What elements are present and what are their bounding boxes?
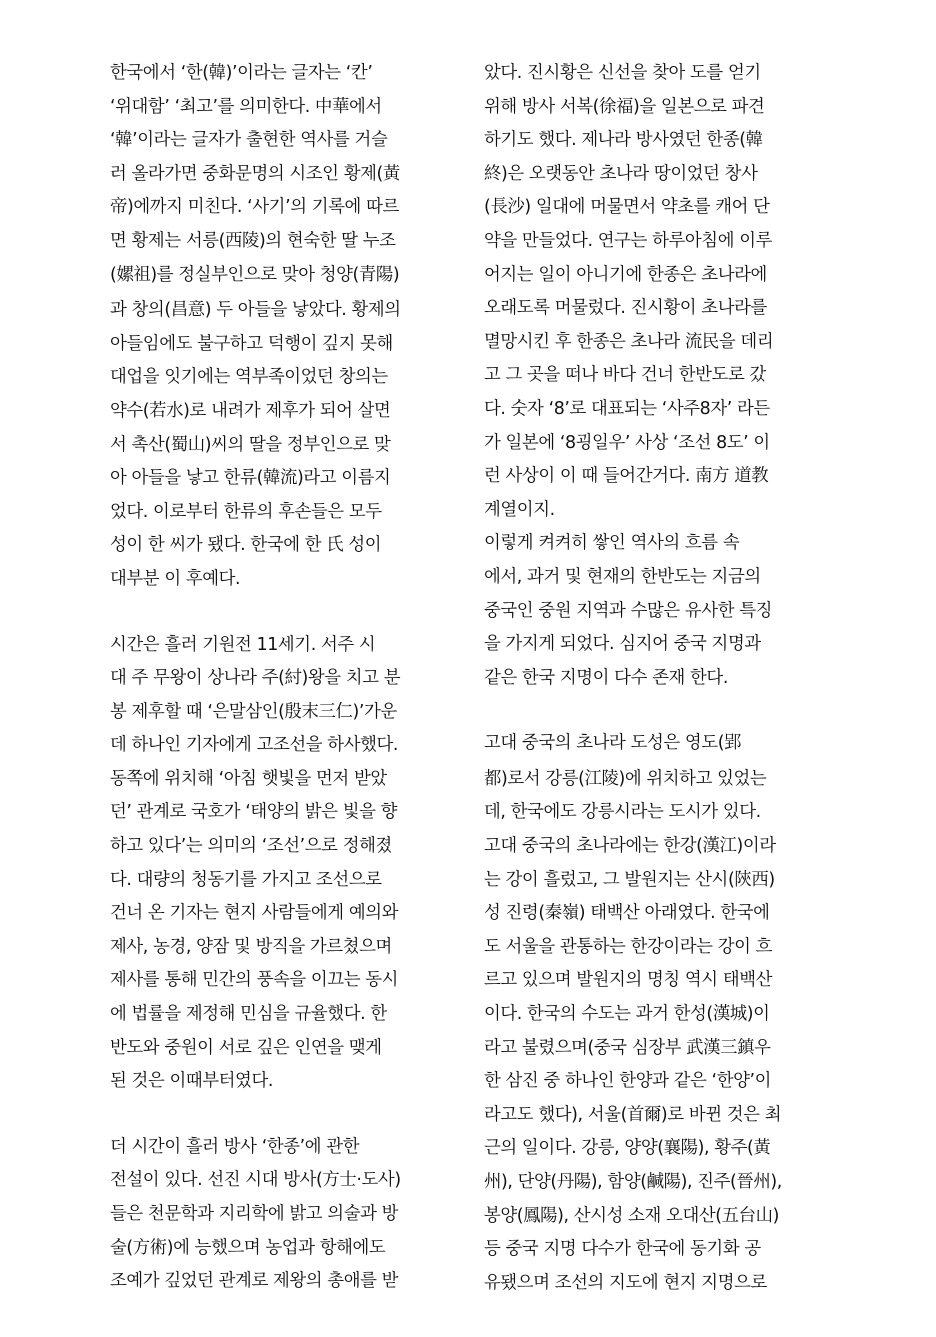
spacer: [484, 695, 836, 727]
paragraph-place-names: 都)로서 강릉(江陵)에 위치하고 있었는 데, 한국에도 강릉시라는 도시가 있다. 고대 중국의 초나라에는 한강(漢江)이라 는 강이 흘렀고, 그 발원지는 산시(陝西) 성 진령(秦嶺) 태백산 아래였다. 한국에 도 서울을 관통하는 한강이라는 강이 흐 르고 있으며 발원지의 명칭 역시 태백산 이다. 한국의 수도는 과거 한성(漢城)이 라고 불렸으며(중국 심장부 武漢三鎮우 한 삼진 중 하나인 한양과 같은 ‘한양’이 라고도 했다), 서울(首爾)로 바뀐 것은 최 근의 일이다. 강릉, 양양(襄陽), 황주(黃 州), 단양(丹陽), 함양(鹹陽), 진주(晉州), 봉양(鳳陽), 산시성 소재 오대산(五台山) 등 중국 지명 다수가 한국에 동기화 공 유됐으며 조선의 지도에 현지 지명으로: [484, 768, 782, 1293]
paragraph-gija-joseon: 시간은 흘러 기원전 11세기. 서주 시 대 주 무왕이 상나라 주(紂)왕을 치고 분 봉 제후할 때 ‘은말삼인(殷末三仁)’가운 데 하나인 기자에게 고조선을 하사했다. 동쪽에 위치해 ‘아침 햇빛을 먼저 받았 던’ 관계로 국호가 ‘태양의 밝은 빛을 향 하고 있다’는 의미의 ‘조선’으로 정해졌 다. 대량의 청동기를 가지고 조선으로 건너 온 기자는 현지 사람들에게 예의와 제사, 농경, 양잠 및 방직을 가르쳤으며 제사를 통해 민간의 풍속을 이끄는 동시 에 법률을 제정해 민심을 규율했다. 한 반도와 중원이 서로 깊은 인연을 맺게 된 것은 이때부터였다.: [110, 634, 401, 1092]
spacer: [110, 1099, 462, 1131]
paragraph-similar-features: 이렇게 켜켜히 쌓인 역사의 흐름 속 에서, 과거 및 현재의 한반도는 지금의 중국인 중원 지역과 수많은 유사한 특징 을 가지게 되었다. 심지어 중국 지명과 같은 한국 지명이 다수 존재 한다.: [484, 533, 773, 688]
paragraph-hanjong-legend: 더 시간이 흘러 방사 ‘한종’에 관한 전설이 있다. 선진 시대 방사(方士·도사) 들은 천문학과 지리학에 밝고 의술과 방 술(方術)에 능했으며 농업과 항해에도 조예가 깊었던 관계로 제왕의 총애를 받: [110, 1136, 401, 1292]
paragraph-han-origin: 한국에서 ‘한(韓)’이라는 글자는 ‘칸’ ‘위대함’ ‘최고’를 의미한다. 中華에서 ‘韓’이라는 글자가 출현한 역사를 거슬 러 올라가면 중화문명의 시조인 황제(黃 帝)에까지 미친다. ‘사기’의 기록에 따르 면 황제는 서릉(西陵)의 현숙한 딸 누조 (嫘祖)를 정실부인으로 맞아 청양(青陽): [110, 63, 400, 285]
paragraph-han-origin-continued: 과 창의(昌意) 두 아들을 낳았다. 황제의 아들임에도 불구하고 덕행이 깊지 못해 대업을 잇기에는 역부족이었던 창의는 약수(若水)로 내려가 제후가 되어 살면 서 촉산(蜀山)씨의 딸을 정부인으로 맞 아 아들을 낳고 한류(韓流)라고 이름지 었다. 이로부터 한류의 후손들은 모두 성이 한 씨가 됐다. 한국에 한 氏 성이 대부분 이 후예다.: [110, 300, 401, 589]
paragraph-hanjong-legend-continued: 았다. 진시황은 신선을 찾아 도를 얻기 위해 방사 서복(徐福)을 일본으로 파견 하기도 했다. 제나라 방사였던 한종(韓 終)은 오랫동안 초나라 땅이었던 창사 (長沙) 일대에 머물면서 약초를 캐어 단 약을 만들었다. 연구는 하루아침에 이루 어지는 일이 아니기에 한종은 초나라에 오래도록 머물렀다. 진시황이 초나라를 멸망시킨 후 한종은 초나라 流民을 데리 고 그 곳을 떠나 바다 건너 한반도로 갔 다. 숫자 ‘8’로 대표되는 ‘사주8자’ 라든 가 일본에 ‘8굉일우’ 사상 ‘조선 8도’ 이 런 사상이 이 때 들어간거다. 南方 道教 계열이지.: [484, 63, 774, 520]
paragraph-chu-capital: 고대 중국의 초나라 도성은 영도(郢: [484, 733, 742, 754]
left-column: [110, 57, 462, 1299]
spacer: [110, 597, 462, 629]
right-column: [484, 57, 836, 1300]
